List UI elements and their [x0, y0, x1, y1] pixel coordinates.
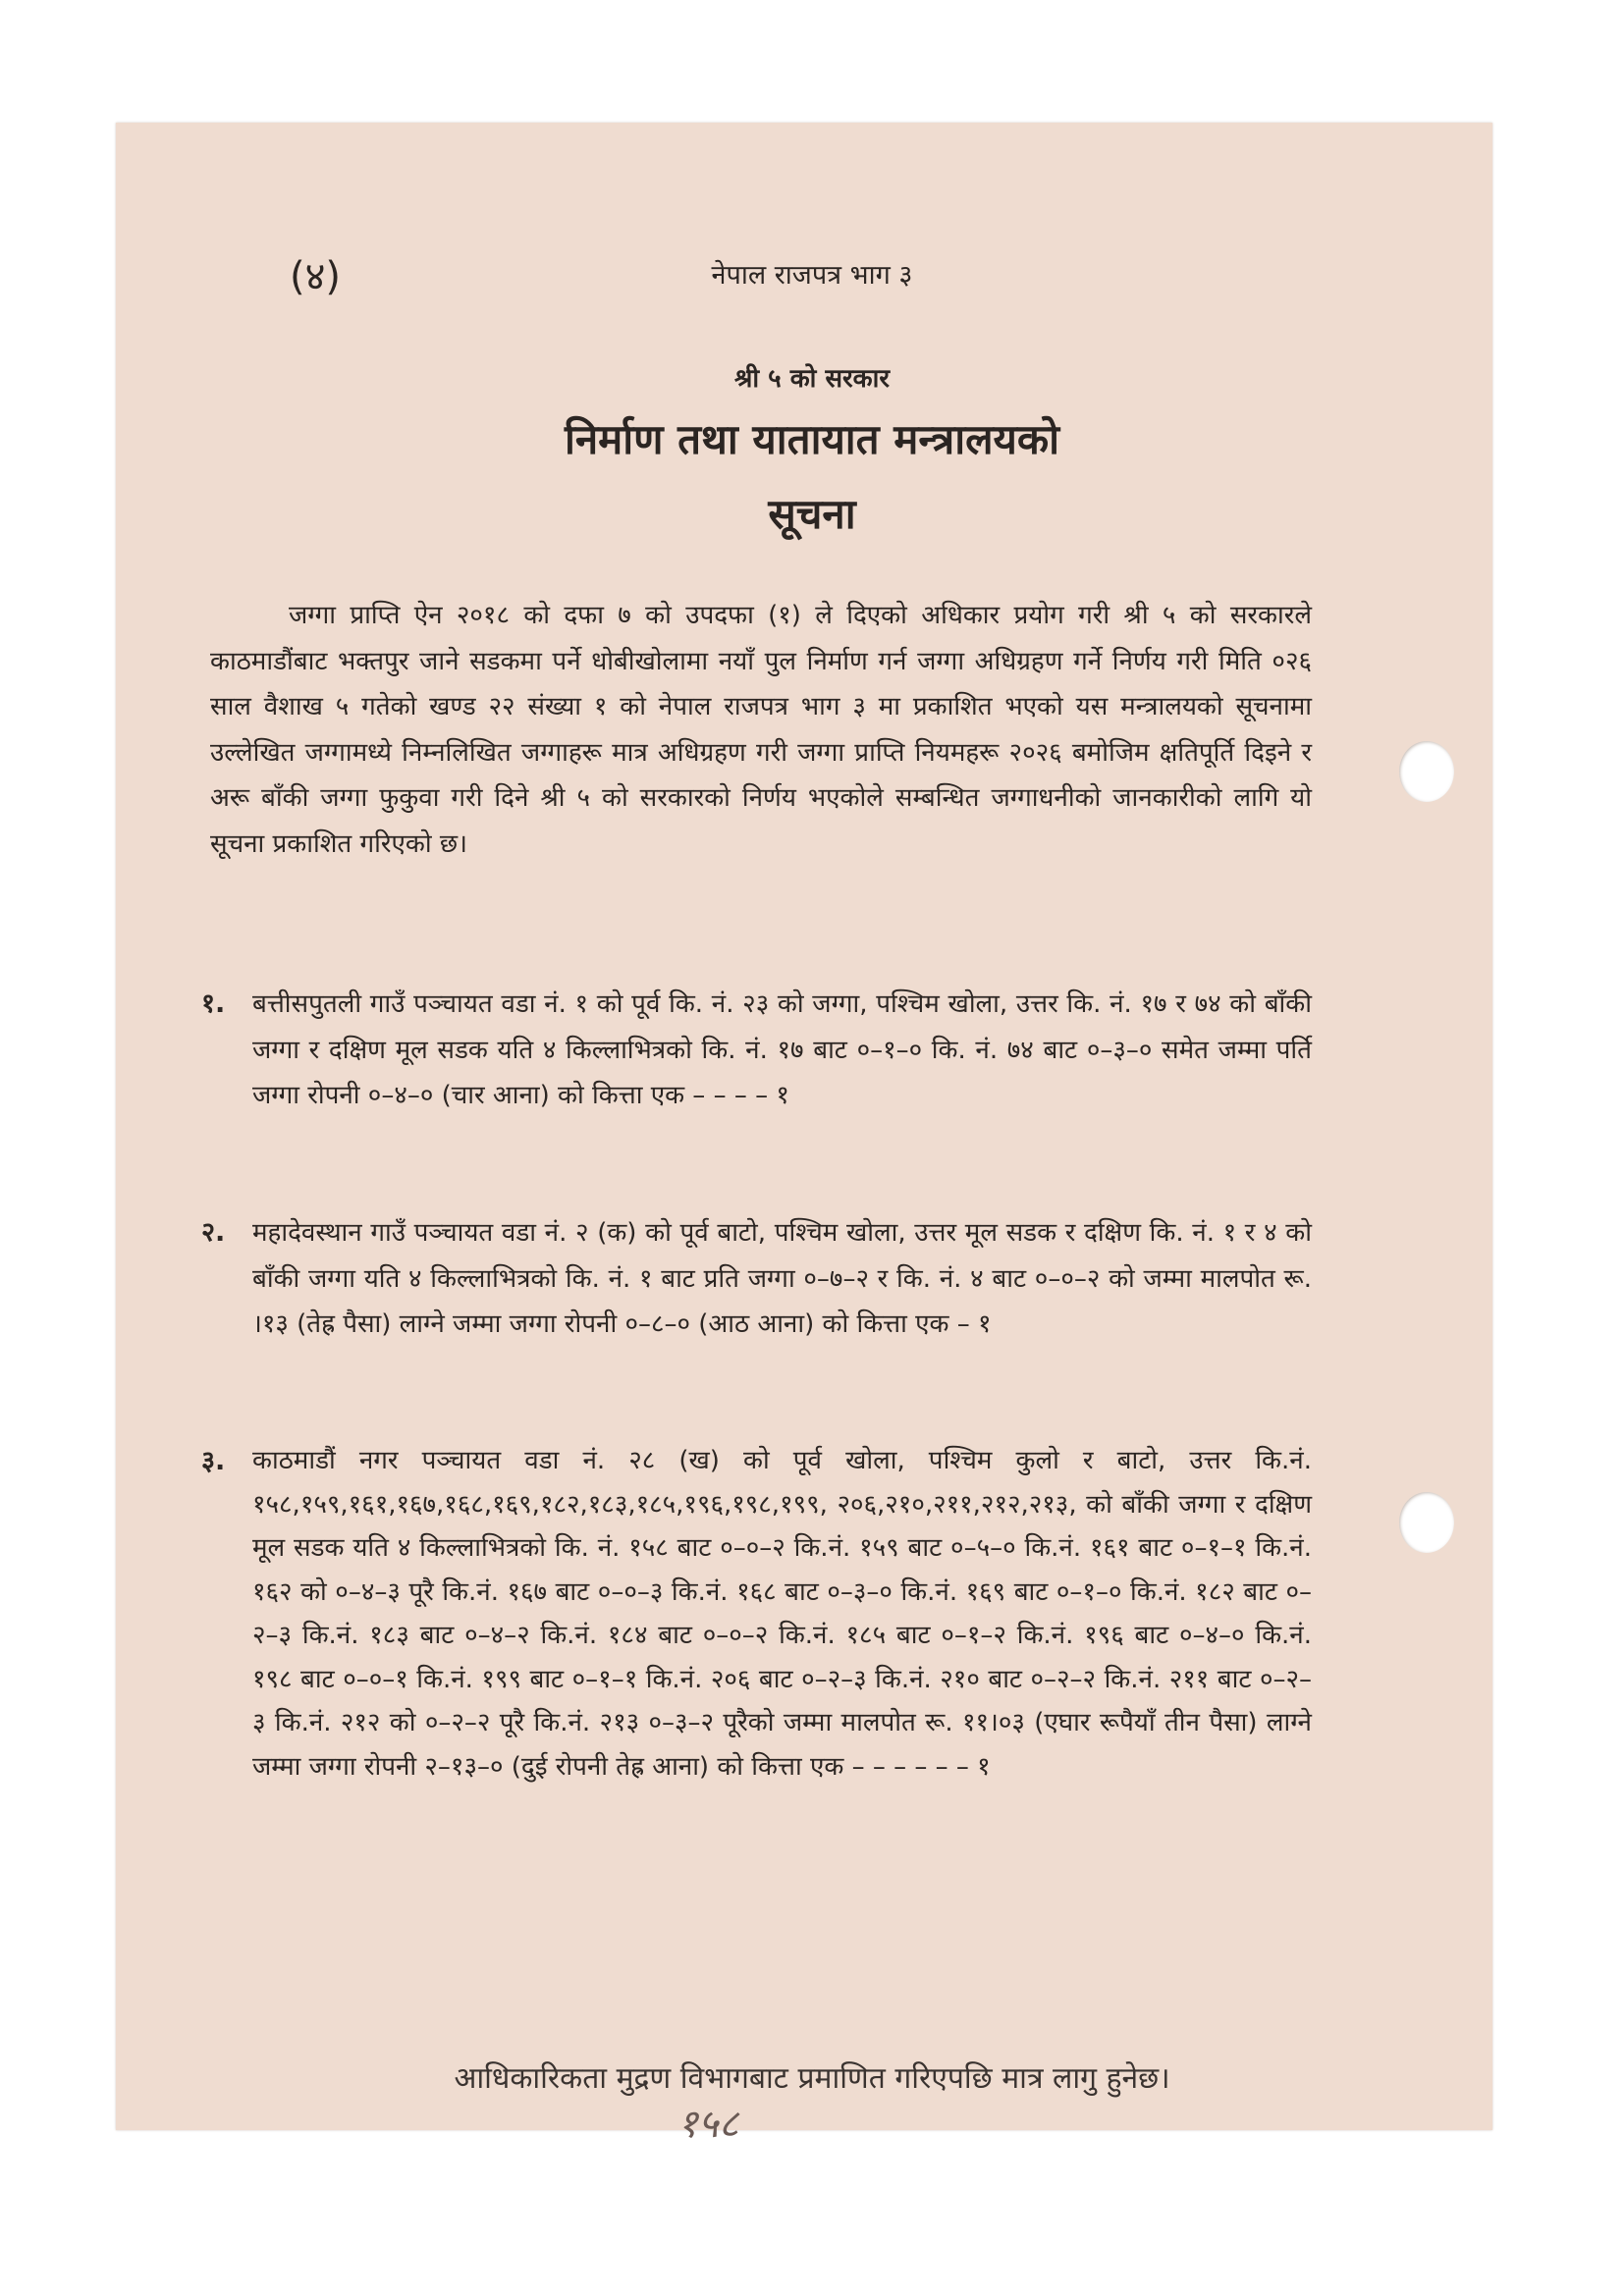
list-item [201, 1210, 1312, 1348]
government-heading: श्री ५ को सरकार [733, 364, 891, 394]
page-number: (४) [290, 254, 342, 299]
item-number: २. [201, 1217, 226, 1248]
list-item [201, 1439, 1312, 1789]
notice-heading: सूचना [768, 490, 856, 538]
item-text: महादेवस्थान गाउँ पञ्चायत वडा नं. २ (क) को पूर्व बाटो, पश्चिम खोला, उत्तर मूल सडक र दक्षिण कि. नं. १ र ४ को बाँकी जग्गा यति ४ किल्लाभित्रको कि. नं. १ बाट प्रति जग्गा ०–७–२ र कि. नं. ४ बाट ०–०–२ को जम्मा मालपोत रू. ।१३ (तेह्र पैसा) लाग्ने जम्मा जग्गा रोपनी ०–८–० (आठ आना) को कित्ता एक – १ [252, 1218, 1312, 1339]
authenticity-stamp: आधिकारिकता मुद्रण विभागबाट प्रमाणित गरिएपछि मात्र लागु हुनेछ। [454, 2061, 1170, 2096]
gazette-title: नेपाल राजपत्र भाग ३ [711, 260, 913, 291]
punch-hole [1399, 1492, 1454, 1553]
handwritten-page-number: १५८ [677, 2102, 739, 2147]
list-item [201, 982, 1312, 1119]
punch-hole [1399, 741, 1454, 802]
item-number: ३. [201, 1446, 226, 1476]
intro-paragraph: जग्गा प्राप्ति ऐन २०१८ को दफा ७ को उपदफा (१) ले दिएको अधिकार प्रयोग गरी श्री ५ को सरकारले काठमाडौंबाट भक्तपुर जाने सडकमा पर्ने धोबीखोलामा नयाँ पुल निर्माण गर्न जग्गा अधिग्रहण गर्ने निर्णय गरी मिति ०२६ साल वैशाख ५ गतेको खण्ड २२ संख्या १ को नेपाल राजपत्र भाग ३ मा प्रकाशित भएको यस मन्त्रालयको सूचनामा उल्लेखित जग्गामध्ये निम्नलिखित जग्गाहरू मात्र अधिग्रहण गरी जग्गा प्राप्ति नियमहरू २०२६ बमोजिम क्षतिपूर्ति दिइने र अरू बाँकी जग्गा फुकुवा गरी दिने श्री ५ को सरकारको निर्णय भएकोले सम्बन्धित जग्गाधनीको जानकारीको लागि यो सूचना प्रकाशित गरिएको छ। [210, 601, 1312, 859]
item-text: बत्तीसपुतली गाउँ पञ्चायत वडा नं. १ को पूर्व कि. नं. २३ को जग्गा, पश्चिम खोला, उत्तर कि. नं. १७ र ७४ को बाँकी जग्गा र दक्षिण मूल सडक यति ४ किल्लाभित्रको कि. नं. १७ बाट ०–१–० कि. नं. ७४ बाट ०–३–० समेत जम्मा पर्ति जग्गा रोपनी ०–४–० (चार आना) को कित्ता एक – – – – १ [252, 989, 1312, 1110]
item-number: १. [201, 988, 226, 1019]
ministry-heading: निर्माण तथा यातायात मन्त्रालयको [564, 415, 1060, 463]
item-text: काठमाडौं नगर पञ्चायत वडा नं. २८ (ख) को पूर्व खोला, पश्चिम कुलो र बाटो, उत्तर कि.नं. १५८,१५९,१६१,१६७,१६८,१६९,१८२,१८३,१८५,१९६,१९८,१९९, २०६,२१०,२११,२१२,२१३, को बाँकी जग्गा र दक्षिण मूल सडक यति ४ किल्लाभित्रको कि. नं. १५८ बाट ०–०–२ कि.नं. १५९ बाट ०–५–० कि.नं. १६१ बाट ०–१–१ कि.नं. १६२ को ०–४–३ पूरै कि.नं. १६७ बाट ०–०–३ कि.नं. १६८ बाट ०–३–० कि.नं. १६९ बाट ०–१–० कि.नं. १८२ बाट ०–२–३ कि.नं. १८३ बाट ०–४–२ कि.नं. १८४ बाट ०–०–२ कि.नं. १८५ बाट ०–१–२ कि.नं. १९६ बाट ०–४–० कि.नं. १९८ बाट ०–०–१ कि.नं. १९९ बाट ०–१–१ कि.नं. २०६ बाट ०–२–३ कि.नं. २१० बाट ०–२–२ कि.नं. २११ बाट ०–२–३ कि.नं. २१२ को ०–२–२ पूरै कि.नं. २१३ ०–३–२ पूरैको जम्मा मालपोत रू. ११।०३ (एघार रूपैयाँ तीन पैसा) लाग्ने जम्मा जग्गा रोपनी २–१३–० (दुई रोपनी तेह्र आना) को कित्ता एक – – – – – – १ [252, 1446, 1312, 1782]
page-header [0, 247, 1624, 299]
